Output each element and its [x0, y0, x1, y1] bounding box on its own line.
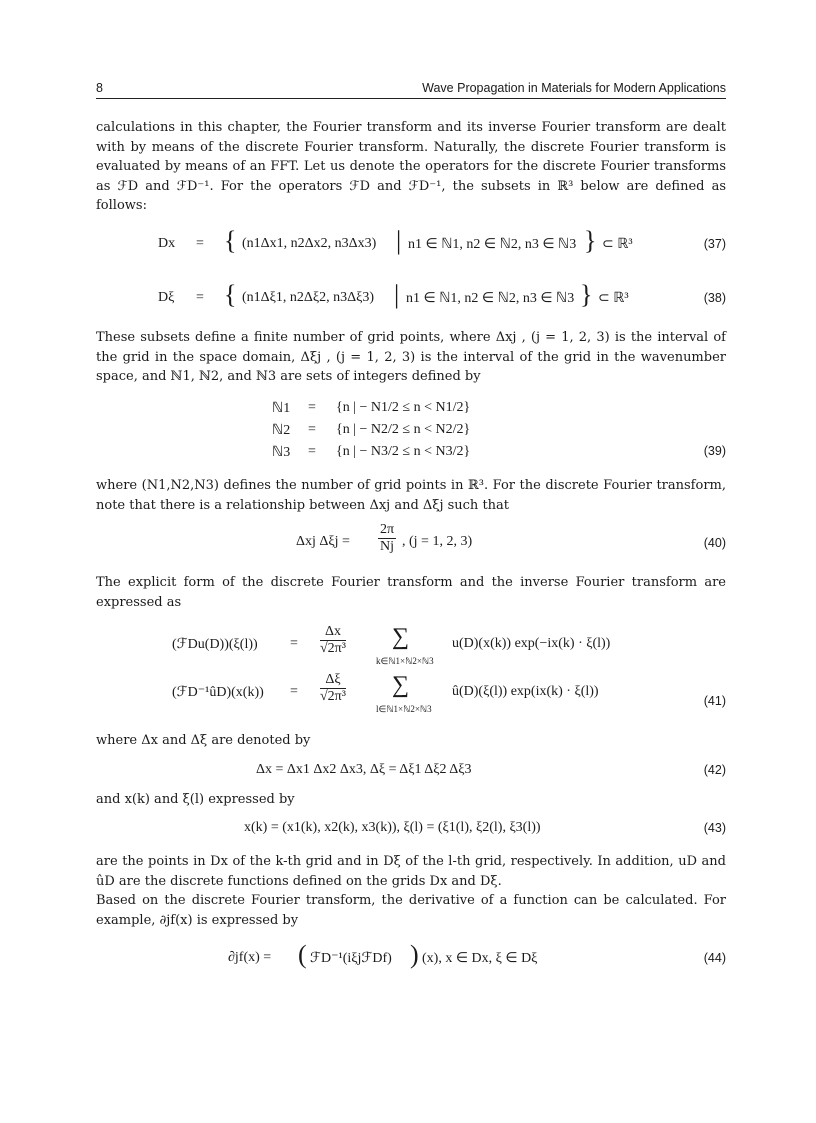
eq43-number: (43) [703, 821, 726, 835]
paragraph-points-expressed: and x(k) and ξ(l) expressed by [96, 792, 295, 807]
eq41-row2-fraction: $\frac{\Delta\xi}{\text{√2π³}}$ [320, 672, 346, 704]
paragraph-explicit-form: The explicit form of the discrete Fourier transform and the inverse Fourier transform are expressed as [96, 575, 726, 610]
paragraph-grid-points: These subsets define a finite number of grid points, where Δxj , (j = 1, 2, 3) is the interval of the grid in the space domain, Δξj , (j = 1, 2, 3) is the interval of the grid in the wavenumber space, and ℕ1, ℕ2, and ℕ3 are sets of integers defined by [96, 330, 726, 385]
eq44-middle: ℱD⁻¹(iξjℱDf) [310, 951, 392, 966]
equation-42 [96, 762, 726, 784]
paragraph-derivative: Based on the discrete Fourier transform, the derivative of a function can be calculated. For example, ∂jf(x) is expressed by [96, 893, 726, 928]
running-header [96, 80, 726, 99]
eq41-row1-rhs: u(D)(x(k)) exp(−ix(k) · ξ(l)) [452, 636, 611, 651]
eq40-lhs: Δxj Δξj = [296, 534, 350, 549]
eq38-tail: ⊂ ℝ³ [598, 291, 629, 306]
eq41-row1-fraction: $\frac{\Delta x}{\text{√2π³}}$ [320, 624, 346, 656]
eq42-body: Δx = Δx1 Δx2 Δx3, Δξ = Δξ1 Δξ2 Δξ3 [256, 762, 472, 777]
eq37-number: (37) [703, 237, 726, 251]
eq41-row1-lhs: (ℱDu(D))(ξ(l)) [172, 637, 258, 652]
equation-41: (ℱDu(D))(ξ(l)) = $\frac{\Delta x}{\text{√2π³}}$ ∑ k∈ℕ1×ℕ2×ℕ3 u(D)(x(k)) exp(−ix(k) · ξ(l)) (ℱD⁻¹ûD)(x(k)) = $\frac{\Delta\xi}{\text{√2π³}}$ ∑ l∈ℕ1×ℕ2×ℕ3 û(D)(ξ(l)) exp(ix(k) · ξ(l)) (41) [172, 624, 726, 714]
eq38-equals: = [196, 290, 204, 305]
eq41-row1-index: k∈ℕ1×ℕ2×ℕ3 [376, 656, 434, 666]
equation-39: ℕ1 = {n | − N1/2 ≤ n < N1/2} ℕ2 = {n | − N2/2 ≤ n < N2/2} ℕ3 = {n | − N3/2 ≤ n < N3/2} (39) [272, 400, 726, 460]
eq39-number: (39) [703, 444, 726, 458]
eq39-row2-rhs: {n | − N2/2 ≤ n < N2/2} [336, 422, 471, 437]
eq42-number: (42) [703, 763, 726, 777]
eq39-row3-lhs: ℕ3 [272, 445, 291, 460]
eq40-fraction [378, 522, 396, 555]
eq37-condition: n1 ∈ ℕ1, n2 ∈ ℕ2, n3 ∈ ℕ3 [408, 237, 577, 252]
eq38-close-brace: } [580, 280, 593, 309]
eq41-row2-lhs: (ℱD⁻¹ûD)(x(k)) [172, 685, 264, 700]
equation-44: ∂jf(x) = ( ℱD⁻¹(iξjℱDf) ) (x), x ∈ Dx, ξ ∈ Dξ (44) [228, 940, 726, 969]
equation-43 [96, 820, 726, 842]
eq38-condition: n1 ∈ ℕ1, n2 ∈ ℕ2, n3 ∈ ℕ3 [406, 291, 575, 306]
eq37-close-brace: } [584, 226, 597, 255]
eq41-number: (41) [703, 694, 726, 708]
paragraph-intro: calculations in this chapter, the Fourier transform and its inverse Fourier transform are dealt with by means of the discrete Fourier transform. Naturally, the discrete Fourier transform is evaluated by means of an FFT. Let us denote the operators for the discrete Fourier transforms as ℱD and ℱD⁻¹. For the operators ℱD and ℱD⁻¹, the subsets in ℝ³ below are defined as follows: [96, 120, 726, 214]
eq40-condition: , (j = 1, 2, 3) [402, 534, 473, 549]
eq38-bar: | [394, 280, 400, 309]
paragraph-grid-count: where (N1,N2,N3) defines the number of grid points in ℝ³. For the discrete Fourier transform, note that there is a relationship between Δxj and Δξj such that [96, 478, 726, 513]
eq40-number: (40) [703, 536, 726, 550]
eq39-row2-lhs: ℕ2 [272, 423, 291, 438]
paragraph-grid-points-k: are the points in Dx of the k-th grid and in Dξ of the l-th grid, respectively. In addition, uD and ûD are the discrete functions defined on the grids Dx and Dξ. [96, 854, 726, 889]
eq37-tail: ⊂ ℝ³ [602, 237, 633, 252]
eq39-row1-rhs: {n | − N1/2 ≤ n < N1/2} [336, 400, 471, 415]
eq38-lhs: Dξ [158, 290, 175, 305]
eq44-lhs: ∂jf(x) = [228, 950, 272, 965]
eq41-row2-sum: ∑ [392, 672, 410, 698]
eq37-open-brace: { [224, 226, 237, 255]
paragraph-denoted: where Δx and Δξ are denoted by [96, 733, 311, 748]
eq44-number: (44) [703, 951, 726, 965]
eq39-row1-lhs: ℕ1 [272, 401, 291, 416]
equation-40 [96, 522, 726, 566]
eq38-open-brace: { [224, 280, 237, 309]
eq40-numerator: 2π [380, 522, 395, 537]
eq38-set: (n1Δξ1, n2Δξ2, n3Δξ3) [242, 290, 375, 305]
eq44-rhs: (x), x ∈ Dx, ξ ∈ Dξ [422, 951, 538, 966]
eq37-lhs: Dx [158, 236, 176, 251]
eq41-row1-sum: ∑ [392, 624, 410, 650]
eq40-denominator: Nj [380, 539, 395, 554]
equation-37 [96, 228, 726, 262]
eq38-number: (38) [703, 291, 726, 305]
eq41-row2-index: l∈ℕ1×ℕ2×ℕ3 [376, 704, 432, 714]
eq41-row2-rhs: û(D)(ξ(l)) exp(ix(k) · ξ(l)) [452, 684, 599, 699]
eq39-row3-rhs: {n | − N3/2 ≤ n < N3/2} [336, 444, 471, 459]
equation-38 [96, 282, 726, 316]
page-number: 8 [96, 81, 103, 95]
eq37-bar: | [396, 226, 402, 255]
eq37-set: (n1Δx1, n2Δx2, n3Δx3) [242, 236, 377, 251]
eq37-equals: = [196, 236, 204, 251]
eq43-body: x(k) = (x1(k), x2(k), x3(k)), ξ(l) = (ξ1(l), ξ2(l), ξ3(l)) [244, 820, 541, 835]
running-title: Wave Propagation in Materials for Modern Applications [422, 81, 726, 95]
